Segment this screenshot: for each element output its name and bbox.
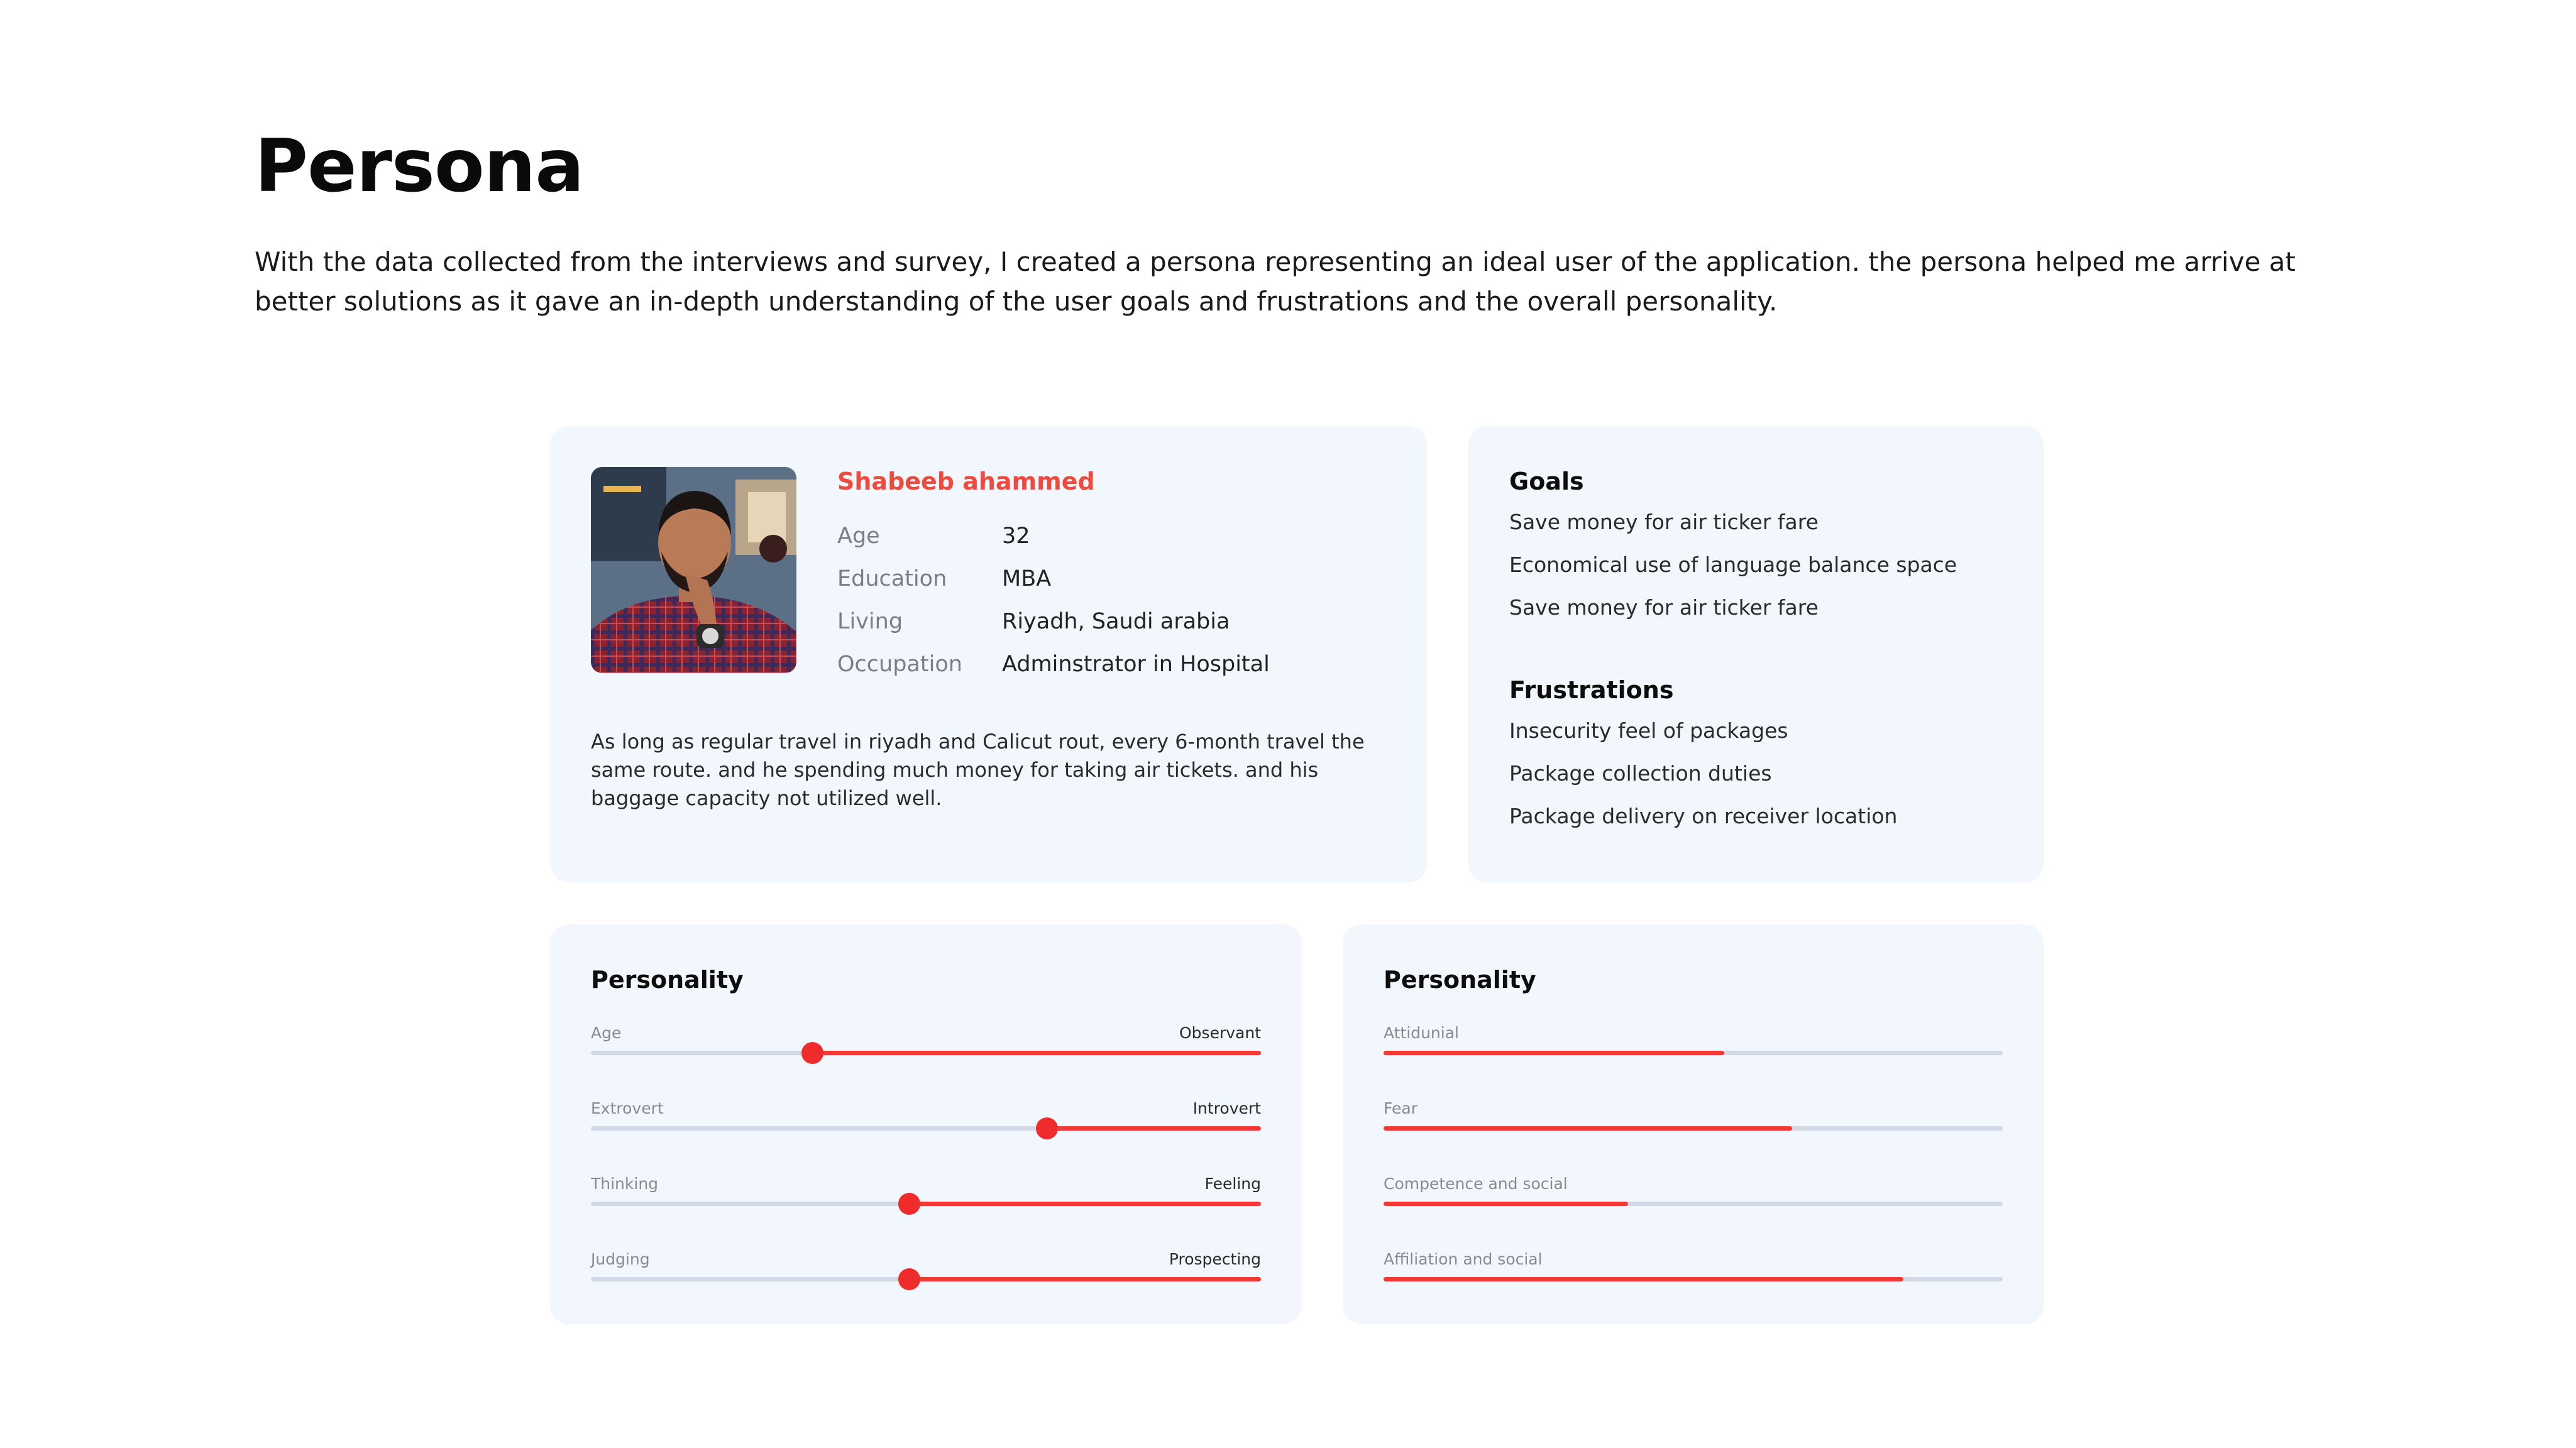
slider-fill (909, 1277, 1261, 1281)
slider-knob[interactable] (801, 1042, 823, 1064)
fact-value: Riyadh, Saudi arabia (1002, 609, 1230, 634)
fact-row-age (837, 515, 1270, 557)
slider-right-label: Feeling (1204, 1175, 1261, 1193)
slider-left-label: Thinking (591, 1175, 659, 1193)
trait-slider (591, 1024, 1261, 1068)
motivation-bar (1384, 1250, 2003, 1294)
fact-row-living (837, 600, 1270, 643)
slider-right-label: Prospecting (1169, 1250, 1261, 1268)
fact-label: Occupation (837, 652, 962, 677)
fact-label: Education (837, 566, 947, 591)
bar-fill (1384, 1051, 1724, 1055)
fact-value: 32 (1002, 524, 1030, 549)
persona-name: Shabeeb ahammed (837, 468, 1095, 495)
fact-row-occupation (837, 643, 1270, 686)
motivation-bar (1384, 1024, 2003, 1068)
personality-title: Personality (1384, 966, 1536, 994)
motivation-bar (1384, 1099, 2003, 1143)
personality-motivations-card (1343, 924, 2044, 1324)
persona-bio: As long as regular travel in riyadh and Calicut rout, every 6-month travel the same route. and he spending much money for taking air tickets. and his baggage capacity not utilized well. (591, 730, 1365, 810)
list-item: Save money for air ticker fare (1509, 509, 1819, 534)
slider-left-label: Judging (591, 1250, 650, 1268)
bar-label: Affiliation and social (1384, 1250, 1543, 1268)
trait-slider (591, 1099, 1261, 1143)
bar-fill (1384, 1277, 1903, 1281)
avatar (591, 467, 796, 673)
goals-card (1468, 426, 2044, 882)
slider-right-label: Introvert (1192, 1099, 1261, 1117)
fact-label: Living (837, 609, 903, 634)
list-item: Package delivery on receiver location (1509, 803, 1898, 828)
slider-left-label: Age (591, 1024, 622, 1042)
profile-card (550, 426, 1427, 882)
page-title: Persona (255, 124, 584, 209)
persona-facts (837, 515, 1270, 686)
bar-label: Fear (1384, 1099, 1417, 1117)
person-photo-icon (591, 467, 796, 673)
list-item: Insecurity feel of packages (1509, 718, 1788, 743)
slider-fill (812, 1051, 1261, 1055)
frustrations-list (1509, 709, 1897, 837)
personality-title: Personality (591, 966, 744, 994)
goals-title: Goals (1509, 468, 1584, 495)
personality-traits-card (550, 924, 1302, 1324)
list-item: Save money for air ticker fare (1509, 595, 1819, 620)
slider-left-label: Extrovert (591, 1099, 664, 1117)
slider-knob[interactable] (1036, 1117, 1058, 1139)
bar-fill (1384, 1126, 1792, 1131)
slider-right-label: Observant (1179, 1024, 1261, 1042)
goals-list (1509, 500, 1957, 628)
motivation-bar (1384, 1175, 2003, 1219)
list-item: Package collection duties (1509, 760, 1772, 786)
fact-value: Adminstrator in Hospital (1002, 652, 1270, 677)
bar-label: Attidunial (1384, 1024, 1459, 1042)
list-item: Economical use of language balance space (1509, 552, 1957, 577)
slider-knob[interactable] (898, 1268, 920, 1290)
slider-knob[interactable] (898, 1193, 920, 1215)
bar-fill (1384, 1202, 1628, 1206)
fact-value: MBA (1002, 566, 1052, 591)
trait-slider (591, 1175, 1261, 1219)
slider-fill (1047, 1126, 1261, 1131)
frustrations-title: Frustrations (1509, 676, 1674, 704)
bar-label: Competence and social (1384, 1175, 1568, 1193)
fact-row-education (837, 557, 1270, 600)
slider-fill (909, 1202, 1261, 1206)
trait-slider (591, 1250, 1261, 1294)
fact-label: Age (837, 524, 880, 549)
intro-text: With the data collected from the interviews and survey, I created a persona representing an ideal user of the application. the persona helped me arrive at better solutions as it gave an in-depth understanding of the user goals and frustrations and the overall personality. (255, 246, 2296, 317)
